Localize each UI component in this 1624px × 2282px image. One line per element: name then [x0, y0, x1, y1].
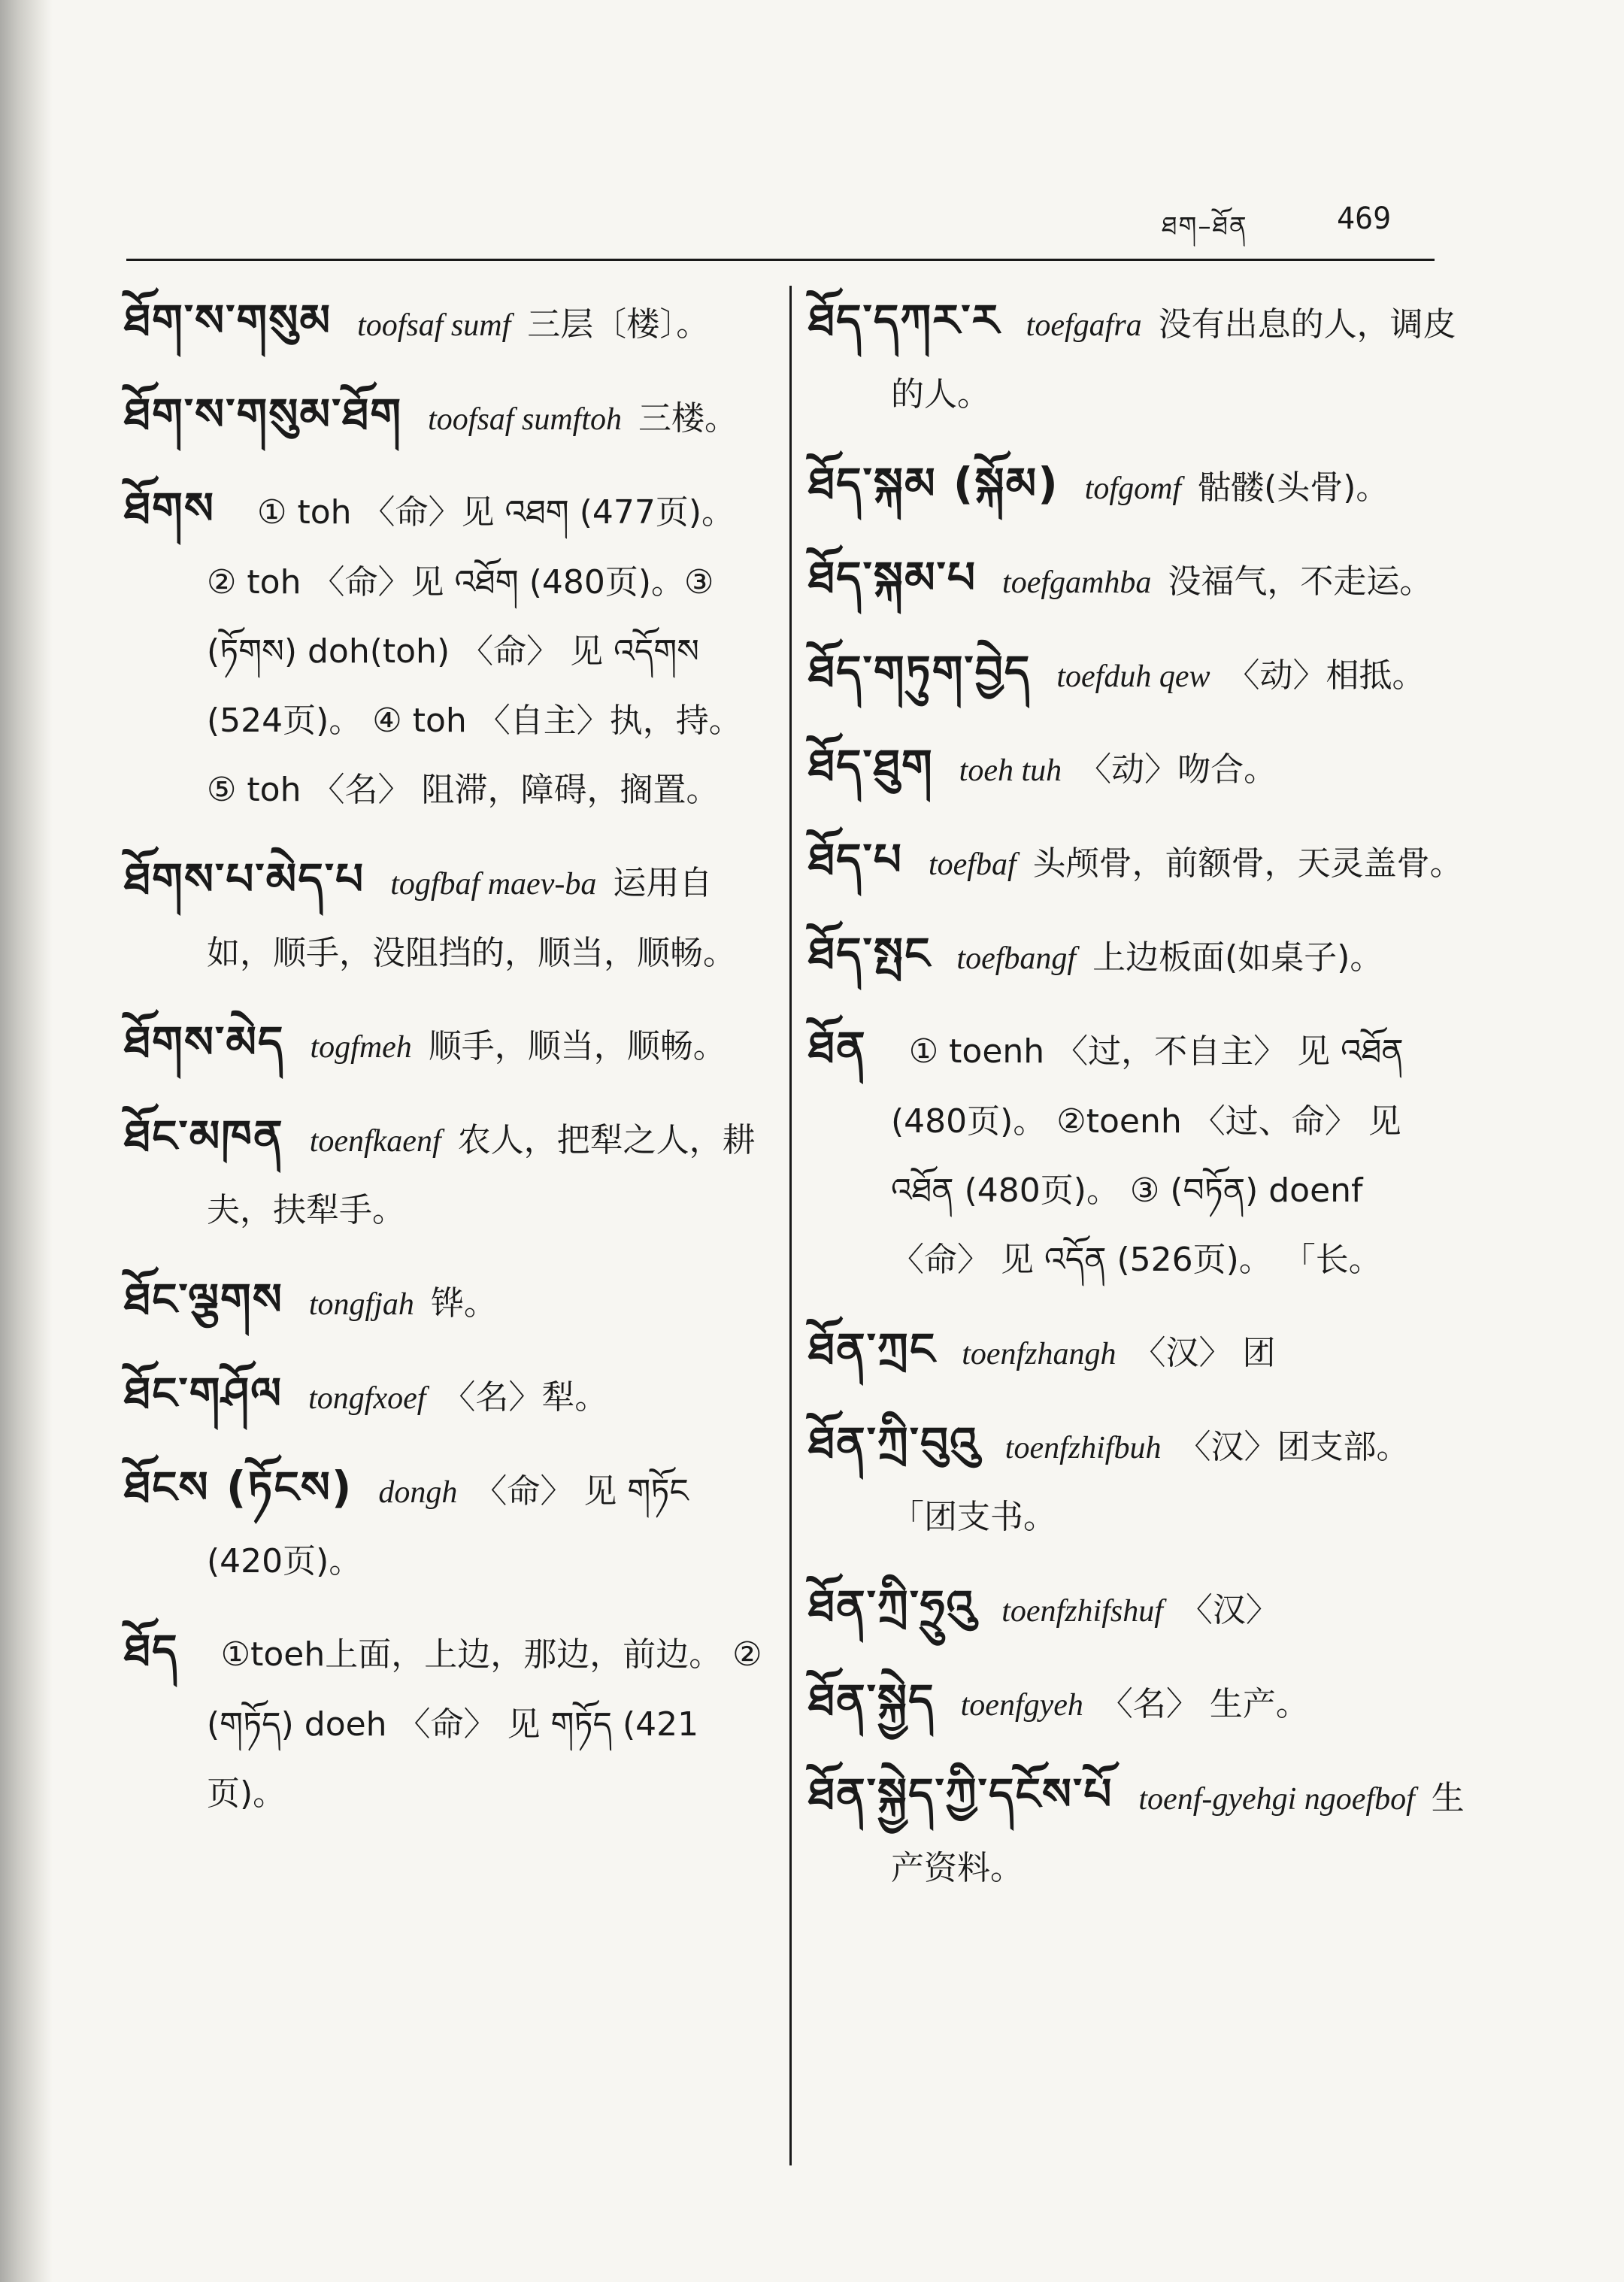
dictionary-entry	[124, 1616, 771, 1829]
dictionary-entry	[808, 1314, 1470, 1389]
entry-definition: 三楼。	[638, 399, 738, 438]
entry-definition: 〈汉〉 团	[1132, 1334, 1276, 1372]
dictionary-entry	[124, 1359, 771, 1433]
header-rule	[126, 259, 1435, 261]
entry-definition: 头颅骨，前额骨，天灵盖骨。	[1032, 844, 1463, 883]
entry-definition: 农人，把犁之人，耕夫，扶犁手。	[207, 1121, 756, 1229]
dictionary-entry	[124, 1102, 771, 1245]
entry-definition: 〈汉〉	[1179, 1591, 1279, 1629]
entry-romanization: toenfzhangh	[962, 1337, 1116, 1371]
dictionary-entry	[124, 1265, 771, 1339]
entry-headword: ཐོན་སྐྱེད	[808, 1674, 935, 1726]
entry-headword: ཐོད་པ	[808, 834, 903, 885]
column-divider	[789, 286, 792, 2165]
entry-romanization: toeh tuh	[959, 753, 1062, 788]
entry-headword: ཐོང་གཤོལ	[124, 1368, 283, 1419]
dictionary-entry	[124, 474, 771, 825]
entry-headword: ཐོན་ཀྲི་ཧྲུའུ	[808, 1580, 977, 1632]
entry-definition: 没福气，不走运。	[1168, 562, 1433, 601]
entry-definition: 骷髅(头骨)。	[1198, 468, 1389, 507]
dictionary-entry	[808, 731, 1470, 805]
dictionary-entry	[124, 286, 771, 360]
dictionary-entry	[808, 543, 1470, 617]
entry-headword: ཐོད་དཀར་ར	[808, 295, 1001, 346]
entry-headword: ཐོགས	[124, 483, 216, 534]
dictionary-entry	[808, 1759, 1470, 1903]
entry-definition: 没有出息的人，调皮的人。	[891, 305, 1456, 414]
entry-headword: ཐོན་སྐྱེད་ཀྱི་དངོས་པོ	[808, 1768, 1113, 1820]
entry-headword: ཐོགས་མེད	[124, 1017, 285, 1068]
scan-shadow-edge	[0, 0, 53, 2282]
entry-headword: ཐོགས་པ་མེད་པ	[124, 853, 365, 905]
entry-romanization: toefgafra	[1026, 308, 1142, 343]
dictionary-entry	[808, 919, 1470, 993]
entry-definition: 〈名〉犁。	[442, 1378, 608, 1417]
entry-headword: ཐོན་ཀྲང	[808, 1323, 937, 1374]
entry-romanization: toenfkaenf	[309, 1124, 441, 1159]
entry-definition: 〈命〉 见 གཏོང (420页)。	[207, 1472, 689, 1580]
dictionary-entry	[808, 825, 1470, 899]
entry-romanization: toefgamhba	[1002, 565, 1152, 600]
entry-romanization: toofsaf sumftoh	[428, 402, 622, 437]
entry-headword: ཐོག་ས་གསུམ་ཐོག	[124, 389, 403, 440]
entry-headword: ཐོད་སྐམ་པ	[808, 552, 977, 603]
entry-romanization: toenfgyeh	[960, 1688, 1083, 1723]
entry-headword: ཐོག་ས་གསུམ	[124, 295, 332, 346]
entry-romanization: togfmeh	[310, 1030, 412, 1065]
entry-headword: ཐོང་ལྕགས	[124, 1274, 283, 1325]
entry-headword: ཐོན་ཀྲི་བུའུ	[808, 1417, 980, 1468]
entry-headword: ཐོད་སྐམ (སྐོམ)	[808, 458, 1059, 509]
entry-romanization: toefduh qew	[1056, 659, 1210, 694]
entry-definition: 顺手，顺当，顺畅。	[428, 1027, 726, 1065]
entry-definition: 〈动〉相抵。	[1226, 656, 1426, 695]
dictionary-entry	[808, 637, 1470, 711]
running-head: ཐག–ཐོན	[1162, 211, 1248, 241]
dictionary-entry	[124, 844, 771, 988]
entry-definition: ① toenh 〈过，不自主〉 见 འཐོན (480页)。 ②toenh 〈过、命〉 见 འཐོན (480页)。 ③ (བཏོན) doenf 〈命〉 见 འདོན (526页)。 「长。	[891, 1032, 1404, 1279]
right-column	[808, 286, 1470, 1923]
entry-romanization: toenf-gyehgi ngoefbof	[1138, 1782, 1415, 1817]
entry-definition: ①toeh上面，上边，那边，前边。 ② (གཏོད) doeh 〈命〉 见 གཏོད (421页)。	[207, 1635, 762, 1813]
left-column	[124, 286, 771, 1848]
entry-romanization: tongfjah	[308, 1287, 414, 1322]
entry-definition: 〈动〉吻合。	[1078, 750, 1277, 789]
dictionary-entry	[808, 1013, 1470, 1295]
entry-definition: ① toh 〈命〉见 འཐག (477页)。 ② toh 〈命〉见 འཐོག (480页)。③ (ཏོགས) doh(toh) 〈命〉 见 འདོགས (524页)。 ④ toh 〈自主〉执，持。 ⑤ toh 〈名〉 阻滞，障碍，搁置。	[207, 493, 742, 809]
entry-headword: ཐོད་ཐུག	[808, 740, 934, 791]
entry-definition: 上边板面(如桌子)。	[1092, 938, 1383, 977]
entry-headword: ཐོད་གཏུག་བྱེད	[808, 646, 1032, 697]
dictionary-entry	[808, 1571, 1470, 1646]
entry-definition: 〈汉〉团支部。 「团支书。	[891, 1428, 1410, 1536]
entry-headword: ཐོང་མཁན	[124, 1111, 284, 1162]
entry-definition: 运用自如，顺手，没阻挡的，顺当，顺畅。	[207, 864, 736, 972]
entry-headword: ཐོད་སྤང	[808, 928, 932, 979]
dictionary-entry	[808, 1665, 1470, 1740]
entry-romanization: toenfzhifshuf	[1001, 1594, 1163, 1629]
entry-romanization: tongfxoef	[308, 1381, 426, 1416]
page-number: 469	[1337, 202, 1392, 236]
entry-definition: 生产资料。	[891, 1779, 1465, 1887]
dictionary-entry	[808, 1408, 1470, 1552]
entry-romanization: toofsaf sumf	[357, 308, 511, 343]
entry-romanization: dongh	[378, 1475, 458, 1510]
entry-romanization: togfbaf maev-ba	[390, 867, 597, 902]
entry-romanization: tofgomf	[1084, 471, 1182, 506]
dictionary-entry	[124, 380, 771, 454]
entry-romanization: toefbaf	[928, 847, 1017, 882]
entry-headword: ཐོད	[124, 1625, 179, 1676]
entry-definition: 铧。	[430, 1284, 497, 1323]
entry-definition: 〈名〉 生产。	[1099, 1685, 1309, 1723]
entry-headword: ཐོན	[808, 1022, 867, 1073]
dictionary-entry	[124, 1008, 771, 1082]
dictionary-entry	[808, 449, 1470, 523]
entry-romanization: toenfzhifbuh	[1004, 1431, 1162, 1465]
entry-headword: ཐོངས (ཏོངས)	[124, 1462, 353, 1513]
entry-romanization: toefbangf	[956, 941, 1077, 976]
entry-definition: 三层〔楼〕。	[527, 305, 710, 344]
dictionary-entry	[808, 286, 1470, 429]
dictionary-entry	[124, 1453, 771, 1596]
